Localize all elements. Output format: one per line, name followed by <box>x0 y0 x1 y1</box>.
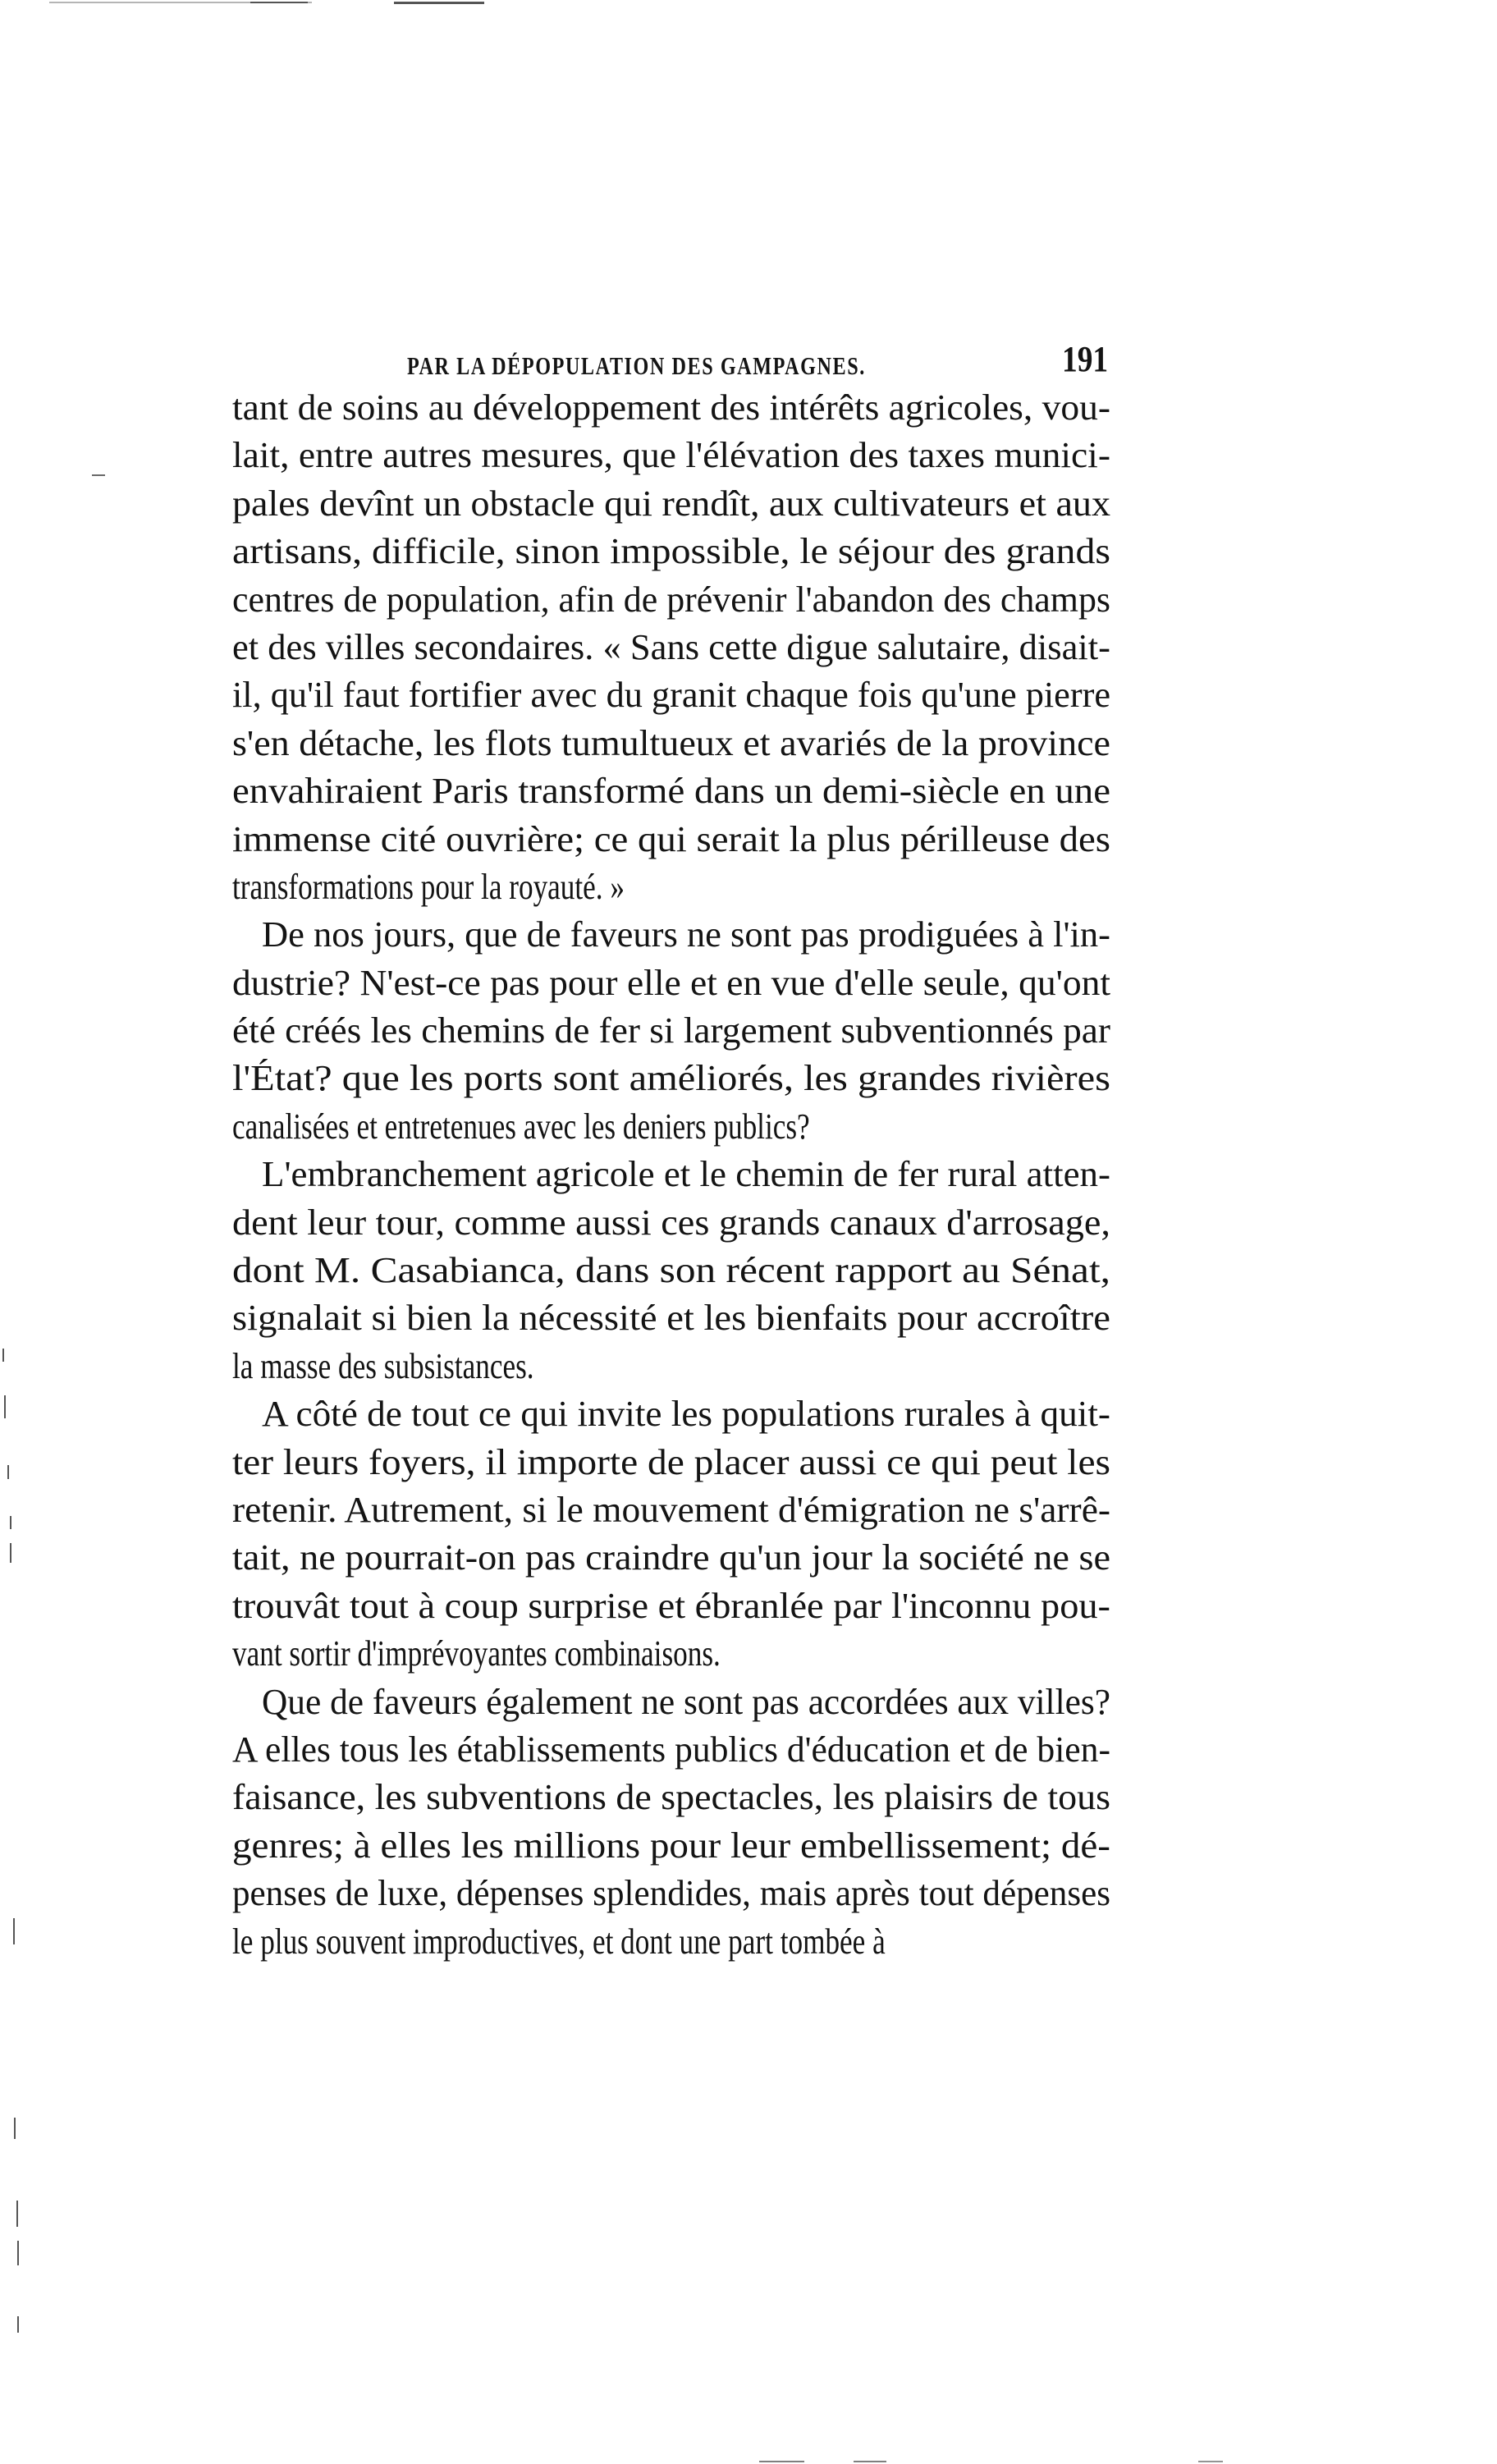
paragraph <box>232 911 1110 1151</box>
text-line <box>232 911 1110 959</box>
text-line <box>232 432 1110 479</box>
text-line <box>232 1439 1110 1486</box>
text-line <box>232 1103 1110 1151</box>
text-line-content: la masse des subsistances. <box>232 1345 534 1386</box>
text-line-content: immense cité ouvrière; ce qui serait la plus périlleuse des <box>232 818 1110 859</box>
scan-artifact-left-edge <box>14 2118 16 2139</box>
text-line-content: l'État? que les ports sont améliorés, les grandes rivières <box>232 1058 1110 1099</box>
text-line-content: vant sortir d'imprévoyantes combinaisons. <box>232 1633 721 1674</box>
scan-artifact-bottom <box>1198 2461 1223 2462</box>
text-line-content: s'en détache, les flots tumultueux et avariés de la province <box>232 722 1110 763</box>
text-line-content: dent leur tour, comme aussi ces grands canaux d'arrosage, <box>232 1202 1110 1243</box>
page-number: 191 <box>1062 339 1109 379</box>
text-line-content: signalait si bien la nécessité et les bienfaits pour accroître <box>232 1298 1110 1339</box>
scan-artifact-bottom <box>759 2461 804 2462</box>
scan-artifact-left-edge <box>17 2316 19 2333</box>
paragraph <box>232 1679 1110 1966</box>
text-line <box>232 1726 1110 1774</box>
text-line-content: trouvât tout à coup surprise et ébranlée par l'inconnu pou- <box>232 1585 1110 1626</box>
scan-artifact-left-edge <box>4 1395 6 1418</box>
text-line-content: le plus souvent improductives, et dont une part tombée à <box>232 1921 886 1962</box>
text-line <box>232 1534 1110 1582</box>
scan-artifact-margin-dash <box>92 474 105 476</box>
paragraph <box>232 384 1110 911</box>
text-line-content: canalisées et entretenues avec les deniers publics? <box>232 1106 810 1147</box>
scan-artifact-left-edge <box>7 1465 9 1479</box>
text-line <box>232 1390 1110 1438</box>
text-line-content: ter leurs foyers, il importe de placer aussi ce qui peut les <box>232 1441 1110 1482</box>
text-line <box>232 1247 1110 1294</box>
text-line <box>232 1199 1110 1247</box>
text-line-content: pales devînt un obstacle qui rendît, aux cultivateurs et aux <box>232 483 1110 524</box>
text-line <box>232 1055 1110 1102</box>
text-line <box>232 863 1110 911</box>
text-line-content: Que de faveurs également ne sont pas accordées aux villes? <box>262 1681 1110 1722</box>
text-line-content: A elles tous les établissements publics d'éducation et de bien- <box>232 1729 1110 1770</box>
text-line <box>232 1918 1110 1966</box>
text-line <box>232 624 1110 671</box>
scan-artifact-top <box>394 2 484 4</box>
text-line <box>232 528 1110 575</box>
scan-artifact-top <box>250 2 308 3</box>
text-line-content: envahiraient Paris transformé dans un demi-siècle en une <box>232 771 1110 812</box>
text-line-content: genres; à elles les millions pour leur embellissement; dé- <box>232 1825 1110 1866</box>
text-line-content: penses de luxe, dépenses splendides, mais après tout dépenses <box>232 1873 1110 1914</box>
text-line <box>232 1343 1110 1390</box>
text-line-content: retenir. Autrement, si le mouvement d'émigration ne s'arrê- <box>232 1489 1110 1530</box>
text-line-content: tait, ne pourrait-on pas craindre qu'un jour la société ne se <box>232 1537 1110 1578</box>
text-line-content: artisans, difficile, sinon impossible, le séjour des grands <box>232 531 1110 572</box>
text-line <box>232 1582 1110 1630</box>
text-line-content: transformations pour la royauté. » <box>232 866 625 907</box>
scan-artifact-left-edge <box>2 1349 4 1362</box>
text-line-content: L'embranchement agricole et le chemin de fer rural atten- <box>262 1154 1110 1195</box>
text-line <box>232 1486 1110 1534</box>
scan-artifact-bottom <box>854 2461 886 2462</box>
text-line <box>232 384 1110 432</box>
text-line <box>232 1679 1110 1726</box>
scan-artifact-left-edge <box>16 2201 18 2227</box>
paragraph <box>232 1390 1110 1678</box>
text-line-content: il, qu'il faut fortifier avec du granit chaque fois qu'une pierre <box>232 675 1110 716</box>
text-line <box>232 1774 1110 1821</box>
text-line <box>232 720 1110 767</box>
text-line-content: faisance, les subventions de spectacles, les plaisirs de tous <box>232 1777 1110 1818</box>
text-line <box>232 671 1110 719</box>
text-line-content: lait, entre autres mesures, que l'élévation des taxes munici- <box>232 435 1110 476</box>
scan-artifact-left-edge <box>10 1543 11 1563</box>
text-line-content: De nos jours, que de faveurs ne sont pas prodiguées à l'in- <box>262 914 1110 955</box>
body-text <box>232 384 1110 1966</box>
text-line-content: centres de population, afin de prévenir l'abandon des champs <box>232 579 1110 620</box>
text-line <box>232 1630 1110 1678</box>
text-line-content: tant de soins au développement des intérêts agricoles, vou- <box>232 387 1110 428</box>
text-line <box>232 1870 1110 1917</box>
text-line-content: dustrie? N'est-ce pas pour elle et en vue d'elle seule, qu'ont <box>232 962 1110 1003</box>
text-line <box>232 1294 1110 1342</box>
text-line-content: et des villes secondaires. « Sans cette digue salutaire, disait- <box>232 626 1110 667</box>
text-line-content: dont M. Casabianca, dans son récent rapport au Sénat, <box>232 1250 1110 1291</box>
text-line-content: A côté de tout ce qui invite les populations rurales à quit- <box>262 1394 1110 1435</box>
paragraph <box>232 1151 1110 1390</box>
scan-artifact-left-edge <box>10 1516 11 1529</box>
text-line-content: été créés les chemins de fer si largement subventionnés par <box>232 1010 1110 1051</box>
text-line <box>232 959 1110 1007</box>
scan-artifact-left-edge <box>13 1918 15 1944</box>
text-line <box>232 480 1110 528</box>
text-line <box>232 1822 1110 1870</box>
text-line <box>232 816 1110 863</box>
scan-artifact-left-edge <box>17 2241 19 2265</box>
text-line <box>232 1007 1110 1055</box>
running-header: PAR LA DÉPOPULATION DES GAMPAGNES. <box>407 351 866 380</box>
text-line <box>232 576 1110 624</box>
text-line <box>232 767 1110 815</box>
text-line <box>232 1151 1110 1198</box>
